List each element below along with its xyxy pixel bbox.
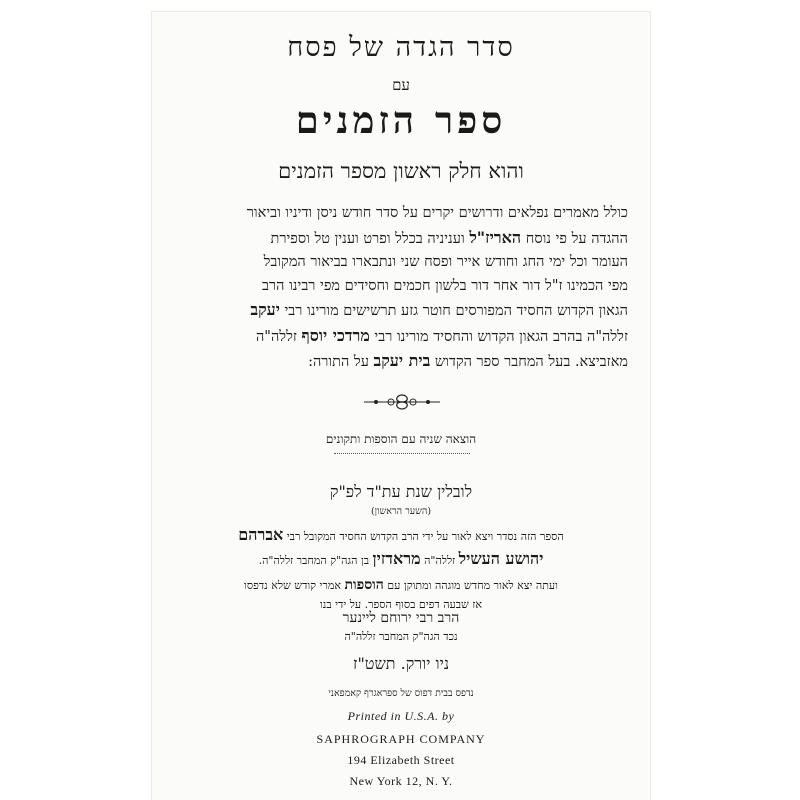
description-line: הגאון הקדוש החסיד המפורסים חוטר גזע תרשישים מורינו רבי יעקב xyxy=(250,300,628,319)
sefer-hazmanim-title: ספר הזמנים xyxy=(295,98,507,142)
printer-street: 194 Elizabeth Street xyxy=(347,753,455,767)
editor-name: הרב רבי ירוחם ליינער xyxy=(342,610,460,626)
reprint-line: אז שבעה דפים בסוף הספר. על ידי בנו xyxy=(319,598,483,611)
publisher-emphasis: מראדזין xyxy=(372,549,421,568)
description-line: כולל מאמרים נפלאים ודרושים יקרים על סדר חודש ניסן ודיניו וביאור xyxy=(246,205,628,221)
printed-in-usa: Printed in U.S.A. by xyxy=(347,709,455,723)
title-connector: עם xyxy=(392,76,410,94)
description-line: ההגדה על פי נוסח האריז"ל ועניניה בכלל ופרט וענין טל וספירת xyxy=(270,227,628,247)
description-line: העומר וכל ימי החג וחודש אייר ופסח שני ונתבארו בביאור המקובל xyxy=(263,254,628,270)
haggadah-title: סדר הגדה של פסח xyxy=(287,32,515,63)
description-emphasis: האריז"ל xyxy=(469,227,522,247)
description-line: מפי הכמינו ז"ל דור אחר דור בלשון חכמים וחסידים מפי רבינו הרב xyxy=(262,277,628,294)
first-title-page-note: (השער הראשון) xyxy=(370,506,432,517)
publisher-line: יהושע העשיל זללה"ה מראדזין בן הגה"ק המחבר זללה"ה. xyxy=(258,549,544,568)
description-paragraph xyxy=(174,202,628,375)
reprint-emphasis: הוספות xyxy=(344,577,384,593)
printer-hebrew: נדפס בבית דפוס של ספראגרף קאמפאני xyxy=(328,688,474,699)
ornament-divider-icon xyxy=(362,392,442,412)
publisher-emphasis: יהושע העשיל xyxy=(458,549,544,568)
dotted-divider xyxy=(334,453,470,454)
description-emphasis: בית יעקב xyxy=(373,351,431,370)
editor-lineage: נכד הגה"ק המחבר זללה"ה xyxy=(344,630,458,643)
reprint-line: ועתה יצא לאור מחדש מוגהה ומתוקן עם הוספות אמרי קודש שלא נדפסו xyxy=(244,577,558,593)
reprint-block xyxy=(182,576,620,614)
publisher-block xyxy=(182,524,620,572)
description-line: זללה"ה בהרב הגאון הקדוש והחסיד מורינו רבי מרדכי יוסף זללה"ה xyxy=(255,325,628,345)
printer-city: New York 12, N. Y. xyxy=(349,774,453,788)
edition-note: הוצאה שניה עם הוספות ותקונים xyxy=(325,432,477,446)
title-page xyxy=(152,12,650,800)
description-line: מאזביצא. בעל המחבר ספר הקדוש בית יעקב על התורה: xyxy=(308,351,628,370)
subtitle: והוא חלק ראשון מספר הזמנים xyxy=(278,159,524,183)
description-emphasis: מרדכי יוסף xyxy=(301,325,370,345)
reprint-place-date: ניו יורק. תשט"ז xyxy=(352,654,450,673)
publisher-line: הספר הזה נסדר ויצא לאור על ידי הרב הקדוש החסיד המקובל רבי אברהם xyxy=(238,525,564,544)
publisher-emphasis: אברהם xyxy=(238,525,284,544)
description-emphasis: יעקב xyxy=(250,300,280,319)
printer-company: SAPHROGRAPH COMPANY xyxy=(316,732,486,746)
publication-place-date: לובלין שנת עת"ד לפ"ק xyxy=(329,482,473,501)
